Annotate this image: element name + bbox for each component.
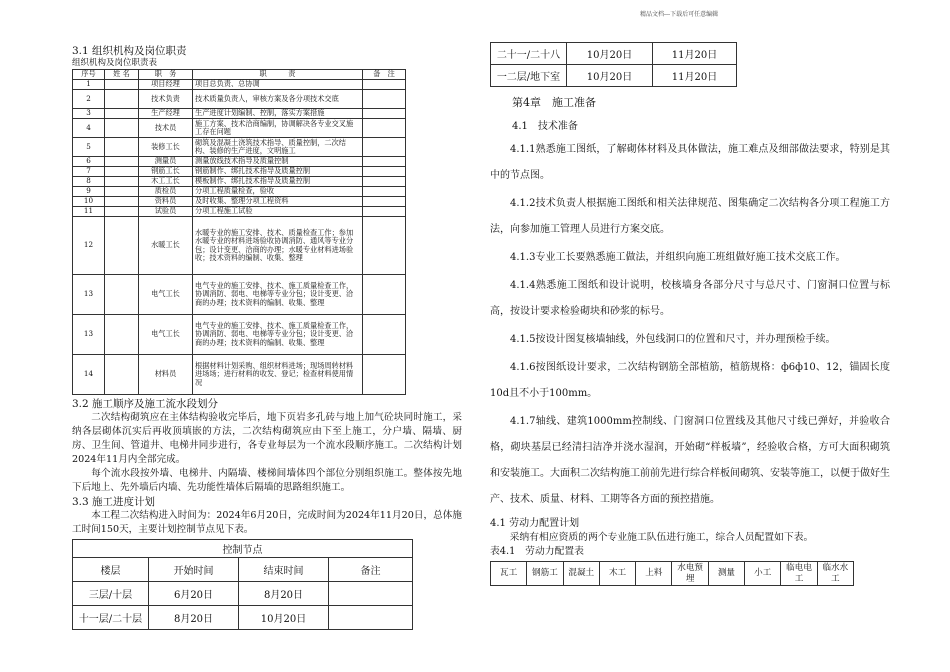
org-cell-no: 6: [73, 157, 105, 167]
labor-header-cell: 木工: [599, 562, 635, 586]
left-column: [72, 44, 462, 630]
technical-item: 4.1.7轴线、建筑1000mm控制线、门窗洞口位置线及其他尺寸线已弹好，并验收合格，砌块基层已经清扫洁净并浇水湿润，开始砌“样板墙”，经验收合格，方可大面积砌筑和安装施工。大面积二次结构施工前前先进行综合样板间砌筑、安装等施工，以便于做好生产、技术、质量、材料、工期等各方面的预控措施。: [490, 416, 890, 505]
section-labor-title: 4.1 劳动力配置计划: [490, 518, 580, 529]
ctrl-cell-floor: 一二层/地下室: [491, 65, 567, 87]
org-cell-note: [363, 167, 406, 177]
org-cell-name: [105, 275, 139, 315]
org-cell-name: [105, 197, 139, 207]
labor-header-cell: 钢筋工: [527, 562, 563, 586]
org-cell-duty: 根据材料计划采购、组织材料进场；现场周转材料进场场；进行材料的收发、登记；检查材料使用情况: [193, 355, 363, 395]
org-cell-role: 技术员: [139, 119, 193, 138]
org-table-row: [73, 315, 406, 355]
org-cell-name: [105, 119, 139, 138]
org-cell-name: [105, 90, 139, 109]
org-cell-role: 资料员: [139, 197, 193, 207]
org-cell-role: 装修工长: [139, 138, 193, 157]
org-table-row: [73, 275, 406, 315]
ctrl-cell-note: [329, 582, 413, 606]
org-cell-role: 电气工长: [139, 315, 193, 355]
ctrl-cell-start: 10月20日: [567, 65, 653, 87]
org-table-row: [73, 177, 406, 187]
org-cell-role: 生产经理: [139, 109, 193, 119]
org-cell-note: [363, 355, 406, 395]
ctrl-header-note: 备注: [329, 558, 413, 582]
org-cell-no: 7: [73, 167, 105, 177]
org-cell-duty: 及时收集、整理分项工程资料: [193, 197, 363, 207]
technical-item: 4.1.3专业工长要熟悉施工做法，并组织向施工班组做好施工技术交底工作。: [510, 252, 846, 263]
org-cell-no: 13: [73, 275, 105, 315]
org-table-row: [73, 138, 406, 157]
labor-header-cell: 上料: [636, 562, 672, 586]
control-node-row: [491, 43, 737, 65]
org-cell-note: [363, 275, 406, 315]
org-cell-note: [363, 187, 406, 197]
org-cell-role: 电气工长: [139, 275, 193, 315]
org-cell-no: 3: [73, 109, 105, 119]
org-cell-duty: 测量放线技术指导及质量控制: [193, 157, 363, 167]
org-cell-name: [105, 109, 139, 119]
ctrl-cell-end: 11月20日: [653, 43, 737, 65]
org-cell-name: [105, 138, 139, 157]
technical-item: 4.1.1熟悉施工图纸，了解砌体材料及具体做法，施工难点及细部做法要求，特别是其中的节点图。: [490, 144, 890, 181]
section-3-3-title: 3.3 施工进度计划: [72, 496, 156, 508]
org-table-row: [73, 217, 406, 275]
org-cell-role: 木工工长: [139, 177, 193, 187]
control-node-table-continued: [490, 42, 737, 87]
ctrl-cell-start: 10月20日: [567, 43, 653, 65]
ctrl-cell-end: 10月20日: [239, 606, 329, 630]
control-node-row: [491, 65, 737, 87]
org-cell-no: 10: [73, 197, 105, 207]
org-table-row: [73, 187, 406, 197]
org-cell-name: [105, 187, 139, 197]
org-cell-name: [105, 207, 139, 217]
org-cell-note: [363, 119, 406, 138]
org-cell-name: [105, 355, 139, 395]
org-cell-no: 5: [73, 138, 105, 157]
labor-header-cell: 混凝土: [563, 562, 599, 586]
control-node-row: [73, 582, 413, 606]
technical-item: 4.1.4熟悉施工图纸和设计说明，校核墙身各部分尺寸与总尺寸、门窗洞口位置与标高，按设计要求检验砌块和砂浆的标号。: [490, 280, 890, 317]
ctrl-header-end: 结束时间: [239, 558, 329, 582]
section-3-2-paragraph-2: 每个流水段按外墙、电梯井、内隔墙、楼梯间墙体四个部位分别组织施工。整体按先地下后地上、先外墙后内墙、先功能性墙体后隔墙的思路组织施工。: [72, 468, 462, 493]
right-column: [490, 42, 890, 586]
org-header-role: 职 务: [139, 70, 193, 80]
org-table-row: [73, 167, 406, 177]
technical-item: 4.1.5按设计图复核墙轴线，外包线洞口的位置和尺寸，并办理预检手续。: [510, 334, 836, 345]
org-cell-duty: 电气专业的施工安排、技术、施工质量检查工作，协调消防、弱电、电梯等专业分包；设计变更、洽商的办理；技术资料的编制、收集、整理: [193, 275, 363, 315]
org-table-row: [73, 119, 406, 138]
org-table-row: [73, 109, 406, 119]
org-cell-role: 材料员: [139, 355, 193, 395]
technical-item: 4.1.6按图纸设计要求，二次结构钢筋全部植筋，植筋规格：ф6ф10、12，锚固长度10d且不小于100mm。: [490, 362, 890, 399]
org-table: [72, 69, 406, 395]
control-node-row: [73, 606, 413, 630]
org-cell-note: [363, 197, 406, 207]
org-header-note: 备 注: [363, 70, 406, 80]
org-cell-note: [363, 138, 406, 157]
section-3-2-title: 3.2 施工顺序及施工流水段划分: [72, 398, 219, 410]
org-header-duty: 职 责: [193, 70, 363, 80]
org-cell-note: [363, 109, 406, 119]
section-3-3-paragraph: 本工程二次结构进入时间为：2024年6月20日，完成时间为2024年11月20日，总体施工时间150天，主要计划控制节点见下表。: [72, 510, 462, 535]
labor-table-caption: 表4.1 劳动力配置表: [490, 546, 584, 557]
chapter-4-title: 第4章 施工准备: [512, 96, 596, 109]
technical-item: 4.1.2技术负责人根据施工图纸和相关法律规范、图集确定二次结构各分项工程施工方法，向参加施工管理人员进行方案交底。: [490, 198, 890, 235]
labor-table: [490, 561, 854, 586]
org-cell-no: 1: [73, 80, 105, 90]
org-cell-name: [105, 217, 139, 275]
labor-header-cell: 小工: [745, 562, 781, 586]
org-cell-duty: 水暖专业的施工安排、技术、质量检查工作；参加水暖专业的材料进场验收协调消防、通风等专业分包；设计变更、洽商的办理；水暖专业材料进场验收；技术资料的编制、收集、整理: [193, 217, 363, 275]
labor-header-cell: 临电电工: [781, 562, 817, 586]
org-cell-note: [363, 157, 406, 167]
org-cell-note: [363, 315, 406, 355]
ctrl-cell-start: 8月20日: [149, 606, 239, 630]
technical-preparation-items: [490, 137, 890, 513]
org-cell-no: 2: [73, 90, 105, 109]
org-table-row: [73, 90, 406, 109]
org-cell-name: [105, 167, 139, 177]
ctrl-cell-end: 8月20日: [239, 582, 329, 606]
org-table-row: [73, 80, 406, 90]
ctrl-cell-note: [329, 606, 413, 630]
labor-header-cell: 临水水工: [817, 562, 853, 586]
section-3-2-paragraph-1: 二次结构砌筑应在主体结构验收完毕后，地下页岩多孔砖与地上加气砼块同时施工，采纳各层砌体沉实后再收顶填嵌的方法，二次结构砌筑应由下至上施工，分户墙、隔墙、厨房、卫生间、管道井、电梯井同步进行，各专业每层为一个流水段顺序施工。二次结构计划2024年11月内全部完成。: [72, 412, 462, 465]
org-table-header-row: [73, 70, 406, 80]
org-cell-duty: 技术质量负责人，审核方案及各分项技术交底: [193, 90, 363, 109]
section-3-1-title: 3.1 组织机构及岗位职责: [72, 45, 187, 57]
org-table-row: [73, 355, 406, 395]
org-cell-role: 技术负责: [139, 90, 193, 109]
org-cell-duty: 生产进度计划编制、控制，落实方案措施: [193, 109, 363, 119]
org-cell-role: 测量员: [139, 157, 193, 167]
org-cell-duty: 电气专业的施工安排、技术、施工质量检查工作，协调消防、弱电、电梯等专业分包；设计变更、洽商的办理；技术资料的编制、收集、整理: [193, 315, 363, 355]
org-cell-no: 12: [73, 217, 105, 275]
org-cell-note: [363, 90, 406, 109]
org-cell-no: 11: [73, 207, 105, 217]
ctrl-cell-start: 6月20日: [149, 582, 239, 606]
org-cell-note: [363, 80, 406, 90]
org-cell-duty: 砌筑及混凝土浇筑技术指导、质量控制，二次结构、装修的生产进度，文明施工: [193, 138, 363, 157]
org-cell-no: 4: [73, 119, 105, 138]
labor-paragraph: 采纳有相应资质的两个专业施工队伍进行施工，综合人员配置如下表。: [509, 532, 814, 543]
org-cell-name: [105, 315, 139, 355]
org-cell-duty: 分项工程质量检查，验收: [193, 187, 363, 197]
ctrl-cell-floor: 三层/十层: [73, 582, 149, 606]
labor-header-cell: 水电预埋: [672, 562, 708, 586]
org-cell-note: [363, 207, 406, 217]
org-cell-note: [363, 217, 406, 275]
labor-header-cell: 测量: [708, 562, 744, 586]
org-cell-duty: 施工方案、技术洽商编制，协调解决各专业交叉施工存在问题: [193, 119, 363, 138]
control-node-header-row: [73, 558, 413, 582]
org-cell-name: [105, 177, 139, 187]
org-cell-name: [105, 157, 139, 167]
org-table-row: [73, 207, 406, 217]
org-cell-role: 项目经理: [139, 80, 193, 90]
ctrl-cell-floor: 二十一/二十八: [491, 43, 567, 65]
org-cell-name: [105, 80, 139, 90]
control-node-table: [72, 539, 413, 630]
org-table-caption: 组织机构及岗位职责表: [72, 58, 158, 68]
org-cell-role: 质检员: [139, 187, 193, 197]
ctrl-header-start: 开始时间: [149, 558, 239, 582]
org-header-name: 姓 名: [105, 70, 139, 80]
ctrl-cell-floor: 十一层/二十层: [73, 606, 149, 630]
org-cell-duty: 钢筋制作、绑扎技术指导及质量控制: [193, 167, 363, 177]
org-cell-role: 试验员: [139, 207, 193, 217]
org-cell-duty: 分项工程施工试验: [193, 207, 363, 217]
org-cell-no: 9: [73, 187, 105, 197]
header-note: 精品文档---下载后可任意编辑: [640, 11, 719, 18]
ctrl-cell-end: 11月20日: [653, 65, 737, 87]
ctrl-header-floor: 楼层: [73, 558, 149, 582]
org-cell-duty: 模板制作、绑扎技术指导及质量控制: [193, 177, 363, 187]
org-cell-role: 钢筋工长: [139, 167, 193, 177]
org-table-row: [73, 197, 406, 207]
org-cell-role: 水暖工长: [139, 217, 193, 275]
org-cell-no: 13: [73, 315, 105, 355]
labor-header-cell: 瓦工: [491, 562, 527, 586]
org-cell-no: 14: [73, 355, 105, 395]
org-cell-note: [363, 177, 406, 187]
org-table-row: [73, 157, 406, 167]
section-4-1-title: 4.1 技术准备: [512, 121, 578, 132]
org-header-no: 序号: [73, 70, 105, 80]
org-cell-no: 8: [73, 177, 105, 187]
org-cell-duty: 项目总负责、总协调: [193, 80, 363, 90]
control-node-caption: 控制节点: [73, 540, 413, 558]
